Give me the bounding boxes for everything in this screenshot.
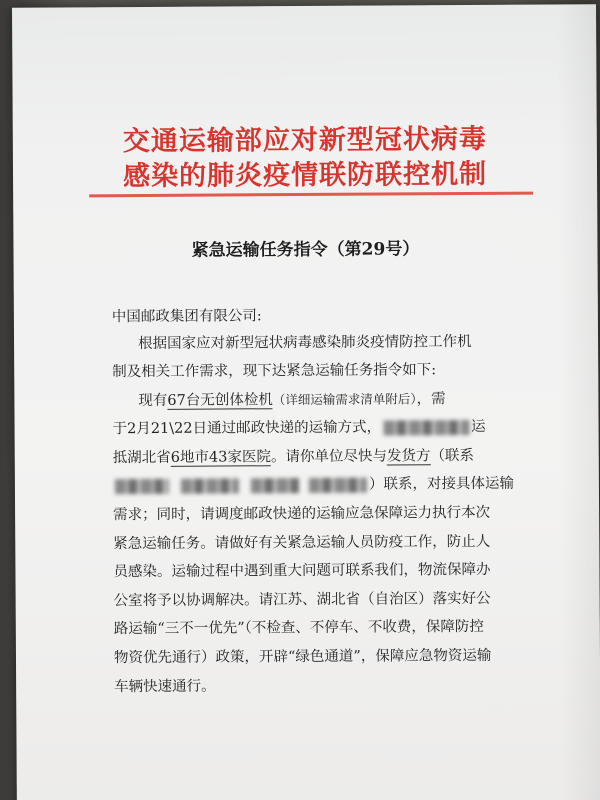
text-fragment: 。请你单位尽快与 xyxy=(270,448,387,466)
paragraph-2-line-9: 路运输“三不一优先”（不检查、不停车、不收费，保障防控 xyxy=(113,618,484,638)
text-fragment: ）联系，对接具体运输 xyxy=(368,475,514,493)
paragraph-2-line-3 xyxy=(113,446,474,468)
paragraph-2-line-6: 紧急运输任务。请做好有关紧急运输人员防疫工作，防止人 xyxy=(113,533,491,553)
paragraph-2-line-1 xyxy=(138,389,445,411)
paragraph-2-line-7: 员感染。运输过程中遇到重大问题可联系我们，物流保障办 xyxy=(113,561,491,581)
order-title: 紧急运输任务指令（第29号） xyxy=(191,239,420,261)
handwritten-contact: 发货方 xyxy=(386,448,431,465)
redacted-blur xyxy=(181,478,239,493)
paragraph-1-line-2: 制及相关工作需求，现下达紧急运输任务指令如下: xyxy=(112,362,437,381)
paragraph-2-line-2 xyxy=(113,417,486,439)
handwritten-item: 67台无创体检机 xyxy=(167,392,273,409)
list-reference: （详细运输需求清单附后） xyxy=(272,391,417,408)
red-header-line-2: 感染的肺炎疫情联防联控机制 xyxy=(122,158,488,193)
paragraph-1-line-1: 根据国家应对新型冠状病毒感染肺炎疫情防控工作机 xyxy=(138,333,472,353)
text-fragment: 抵湖北省 xyxy=(112,449,171,467)
paragraph-2-line-10: 物资优先通行）政策，开辟“绿色通道”，保障应急物资运输 xyxy=(113,647,492,667)
text-fragment: ，需 xyxy=(416,391,446,408)
text-fragment: （联系 xyxy=(430,447,474,465)
red-header-line-1: 交通运输部应对新型冠状病毒 xyxy=(122,123,487,158)
paragraph-2-line-4 xyxy=(113,474,514,496)
text-fragment: 运 xyxy=(471,418,486,435)
paragraph-2-line-8: 公室将予以协调解决。请江苏、湖北省（自治区）落实好公 xyxy=(113,590,491,610)
text-fragment: 现有 xyxy=(138,392,168,410)
addressee: 中国邮政集团有限公司: xyxy=(111,308,262,326)
paragraph-2-line-5: 需求；同时，请调度邮政快递的运输应急保障运力执行本次 xyxy=(113,504,491,524)
redacted-blur xyxy=(115,478,169,493)
redacted-blur xyxy=(383,419,469,435)
redacted-blur xyxy=(309,477,367,492)
document-page xyxy=(12,4,600,800)
paragraph-2-line-11: 车辆快速通行。 xyxy=(114,678,216,696)
redacted-blur xyxy=(251,478,299,493)
text-fragment: 于2月21\22日通过邮政快递的运输方式， xyxy=(112,419,382,438)
handwritten-destination: 6地市43家医院 xyxy=(170,449,271,466)
